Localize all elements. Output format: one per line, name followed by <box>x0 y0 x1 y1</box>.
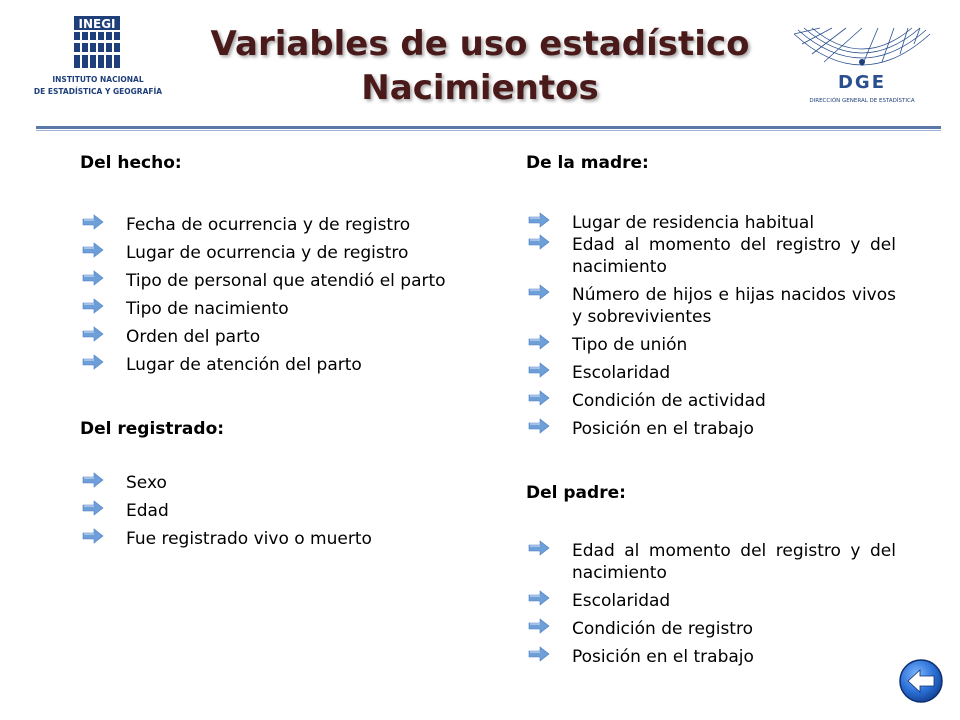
list-item <box>526 618 896 640</box>
list-item <box>80 270 450 292</box>
list-item <box>526 418 896 440</box>
list-registrado <box>80 472 450 550</box>
arrow-right-icon <box>528 646 550 662</box>
dge-logo-text: DGE <box>837 72 887 93</box>
arrow-right-icon <box>82 270 104 286</box>
dge-logo <box>790 26 934 108</box>
list-item <box>80 242 450 264</box>
list-item-text: Posición en el trabajo <box>572 419 754 439</box>
section-heading-hecho: Del hecho: <box>80 153 182 173</box>
list-item-text: Edad al momento del registro y del nacimiento <box>572 541 896 583</box>
list-item <box>526 590 896 612</box>
list-item <box>526 390 896 412</box>
arrow-right-icon <box>82 326 104 342</box>
list-item <box>80 326 450 348</box>
dge-subtitle: DIRECCIÓN GENERAL DE ESTADÍSTICA <box>809 98 915 104</box>
section-heading-madre: De la madre: <box>526 153 649 173</box>
list-item <box>80 298 450 320</box>
list-item-text: Fecha de ocurrencia y de registro <box>126 215 411 235</box>
list-item <box>80 354 450 376</box>
back-arrow-icon <box>898 658 944 704</box>
arrow-right-icon <box>82 298 104 314</box>
list-hecho <box>80 214 450 376</box>
list-madre <box>526 212 896 440</box>
list-item <box>80 214 450 236</box>
inegi-subtitle-2: DE ESTADÍSTICA Y GEOGRAFÍA <box>33 87 163 96</box>
header-divider <box>36 126 941 129</box>
left-column <box>80 152 450 550</box>
list-item-text: Posición en el trabajo <box>572 647 754 667</box>
list-item-text: Edad al momento del registro y del nacimiento <box>572 235 896 277</box>
page-title <box>170 22 790 110</box>
list-item <box>526 234 896 278</box>
list-item <box>526 646 896 668</box>
list-item-text: Lugar de ocurrencia y de registro <box>126 243 409 263</box>
list-item-text: Edad <box>126 501 169 521</box>
list-item <box>526 362 896 384</box>
list-item-text: Escolaridad <box>572 591 671 611</box>
list-item-text: Fue registrado vivo o muerto <box>126 529 372 549</box>
arrow-right-icon <box>528 390 550 406</box>
arrow-right-icon <box>528 212 550 228</box>
arrow-right-icon <box>528 418 550 434</box>
arrow-right-icon <box>528 618 550 634</box>
header-divider-thin <box>36 130 941 131</box>
list-item <box>80 472 450 494</box>
list-item <box>526 334 896 356</box>
section-heading-padre: Del padre: <box>526 483 626 503</box>
arrow-right-icon <box>528 540 550 556</box>
arrow-right-icon <box>528 334 550 350</box>
right-column <box>526 152 896 668</box>
arrow-right-icon <box>82 242 104 258</box>
arrow-right-icon <box>528 362 550 378</box>
arrow-right-icon <box>82 500 104 516</box>
list-item-text: Tipo de nacimiento <box>126 299 289 319</box>
list-item-text: Condición de registro <box>572 619 753 639</box>
arrow-right-icon <box>82 214 104 230</box>
arrow-right-icon <box>82 354 104 370</box>
inegi-logo <box>28 14 168 106</box>
list-item-text: Tipo de personal que atendió el parto <box>126 271 446 291</box>
list-padre <box>526 540 896 668</box>
list-item-text: Lugar de residencia habitual <box>572 213 815 233</box>
list-item-text: Condición de actividad <box>572 391 766 411</box>
list-item-text: Orden del parto <box>126 327 261 347</box>
list-item-text: Sexo <box>126 473 167 493</box>
list-item <box>526 212 896 234</box>
list-item-text: Tipo de unión <box>572 335 688 355</box>
inegi-logo-text: INEGI <box>78 17 116 31</box>
title-line-2: Nacimientos <box>361 68 599 108</box>
arrow-right-icon <box>528 284 550 300</box>
arrow-right-icon <box>82 472 104 488</box>
inegi-subtitle-1: INSTITUTO NACIONAL <box>52 75 144 84</box>
list-item <box>526 284 896 328</box>
list-item <box>80 528 450 550</box>
title-line-1: Variables de uso estadístico <box>210 24 750 64</box>
arrow-right-icon <box>82 528 104 544</box>
list-item <box>80 500 450 522</box>
back-button[interactable] <box>898 658 944 704</box>
list-item-text: Número de hijos e hijas nacidos vivos y sobrevivientes <box>572 285 896 327</box>
list-item <box>526 540 896 584</box>
section-heading-registrado: Del registrado: <box>80 419 225 439</box>
arrow-right-icon <box>528 234 550 250</box>
list-item-text: Escolaridad <box>572 363 671 383</box>
list-item-text: Lugar de atención del parto <box>126 355 362 375</box>
arrow-right-icon <box>528 590 550 606</box>
